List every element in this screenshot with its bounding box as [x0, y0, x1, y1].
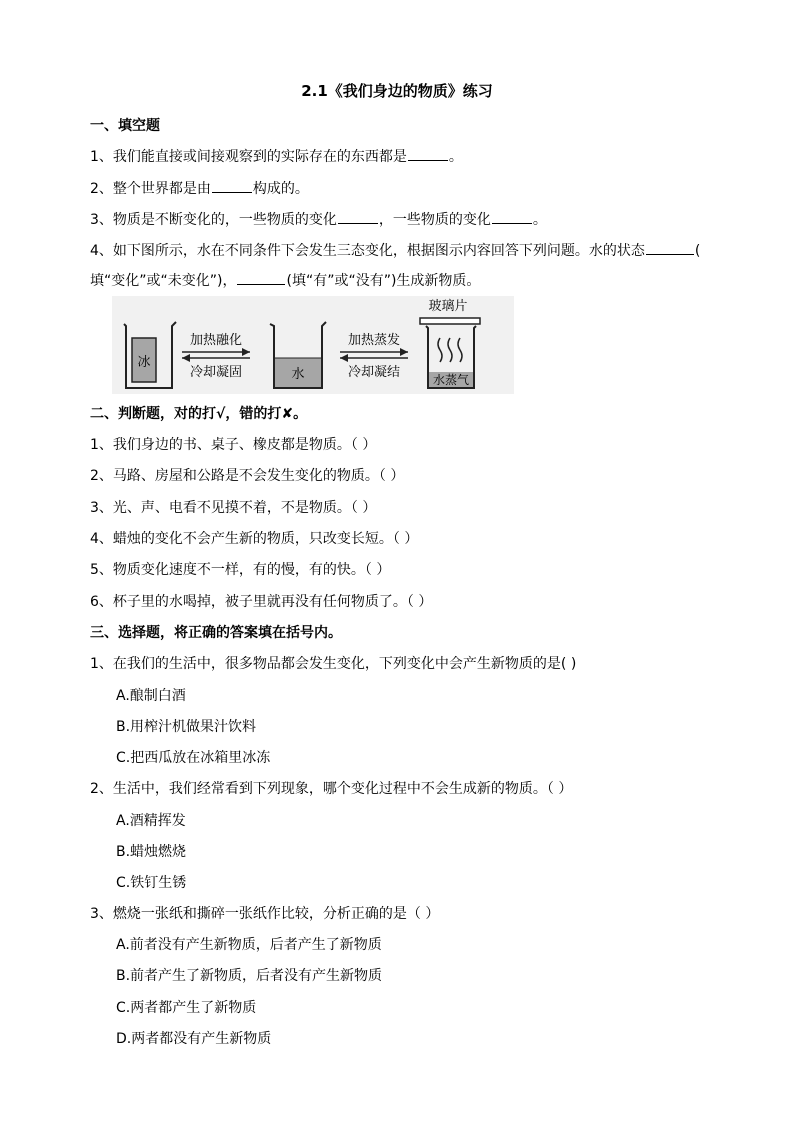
q2-text: 2、整个世界都是由 [90, 181, 211, 197]
choice-2-option-c: C.铁钉生锈 [116, 875, 187, 891]
judge-item-2: 2、马路、房屋和公路是不会发生变化的物质。（ ） [90, 468, 405, 484]
arrow1-top-label: 加热融化 [189, 333, 243, 348]
answer-blank[interactable] [212, 178, 252, 193]
water-label: 水 [291, 367, 305, 382]
choice-3-option-c: C.两者都产生了新物质 [116, 1000, 257, 1016]
judge-item-1: 1、我们身边的书、桌子、橡皮都是物质。（ ） [90, 437, 377, 453]
judge-item-5: 5、物质变化速度不一样，有的慢，有的快。（ ） [90, 562, 391, 578]
judge-item-4: 4、蜡烛的变化不会产生新的物质，只改变长短。（ ） [90, 531, 419, 547]
arrow2-bottom-label: 冷却凝结 [347, 365, 401, 380]
choice-3-option-b: B.前者产生了新物质，后者没有产生新物质 [116, 968, 383, 984]
q1-end: 。 [448, 149, 463, 165]
glass-plate-label: 玻璃片 [428, 299, 468, 314]
choice-question-2: 2、生活中，我们经常看到下列现象，哪个变化过程中不会生成新的物质。（ ） [90, 781, 573, 797]
choice-question-1: 1、在我们的生活中，很多物品都会发生变化，下列变化中会产生新物质的是( ) [90, 656, 577, 672]
q3-text: 3、物质是不断变化的，一些物质的变化 [90, 212, 337, 228]
fill-in-question-2 [90, 178, 309, 199]
fill-in-question-4-line-2 [90, 270, 480, 291]
section-choice-heading: 三、选择题，将正确的答案填在括号内。 [90, 625, 342, 641]
choice-2-option-b: B.蜡烛燃烧 [116, 844, 187, 860]
judge-item-6: 6、杯子里的水喝掉，被子里就再没有任何物质了。（ ） [90, 594, 433, 610]
answer-blank[interactable] [338, 209, 378, 224]
page-title: 2.1《我们身边的物质》练习 [301, 82, 493, 100]
ice-label: 冰 [137, 355, 151, 370]
choice-2-option-a: A.酒精挥发 [116, 813, 186, 829]
section-fill-in-heading: 一、填空题 [90, 118, 160, 134]
choice-1-option-c: C.把西瓜放在冰箱里冰冻 [116, 750, 271, 766]
choice-question-3: 3、燃烧一张纸和撕碎一张纸作比较，分析正确的是（ ） [90, 906, 440, 922]
q1-text: 1、我们能直接或间接观察到的实际存在的东西都是 [90, 149, 407, 165]
q2-end: 构成的。 [252, 181, 309, 197]
q3-end: 。 [532, 212, 547, 228]
water-states-diagram [112, 296, 514, 394]
answer-blank[interactable] [646, 240, 694, 255]
glass-plate [420, 318, 480, 324]
judge-item-3: 3、光、声、电看不见摸不着，不是物质。（ ） [90, 500, 377, 516]
fill-in-question-3 [90, 209, 547, 230]
q4-text-2: 填“变化”或“未变化”)， [90, 273, 237, 289]
choice-1-option-b: B.用榨汁机做果汁饮料 [116, 719, 257, 735]
answer-blank[interactable] [492, 209, 532, 224]
q4-paren: ( [694, 243, 701, 259]
q3-mid: ，一些物质的变化 [378, 212, 491, 228]
answer-blank[interactable] [408, 146, 448, 161]
water-states-figure [112, 296, 514, 394]
arrow2-top-label: 加热蒸发 [347, 333, 401, 348]
q4-end: (填“有”或“没有”)生成新物质。 [286, 273, 481, 289]
arrow1-bottom-label: 冷却凝固 [189, 365, 243, 380]
vapor-label: 水蒸气 [432, 373, 470, 387]
answer-blank[interactable] [237, 270, 285, 285]
choice-3-option-d: D.两者都没有产生新物质 [116, 1031, 272, 1047]
choice-1-option-a: A.酿制白酒 [116, 688, 186, 704]
choice-3-option-a: A.前者没有产生新物质，后者产生了新物质 [116, 937, 382, 953]
q4-text: 4、如下图所示，水在不同条件下会发生三态变化，根据图示内容回答下列问题。水的状态 [90, 243, 645, 259]
fill-in-question-1 [90, 146, 463, 167]
fill-in-question-4-line-1 [90, 240, 700, 261]
section-judge-heading: 二、判断题，对的打√，错的打✘。 [90, 406, 308, 422]
